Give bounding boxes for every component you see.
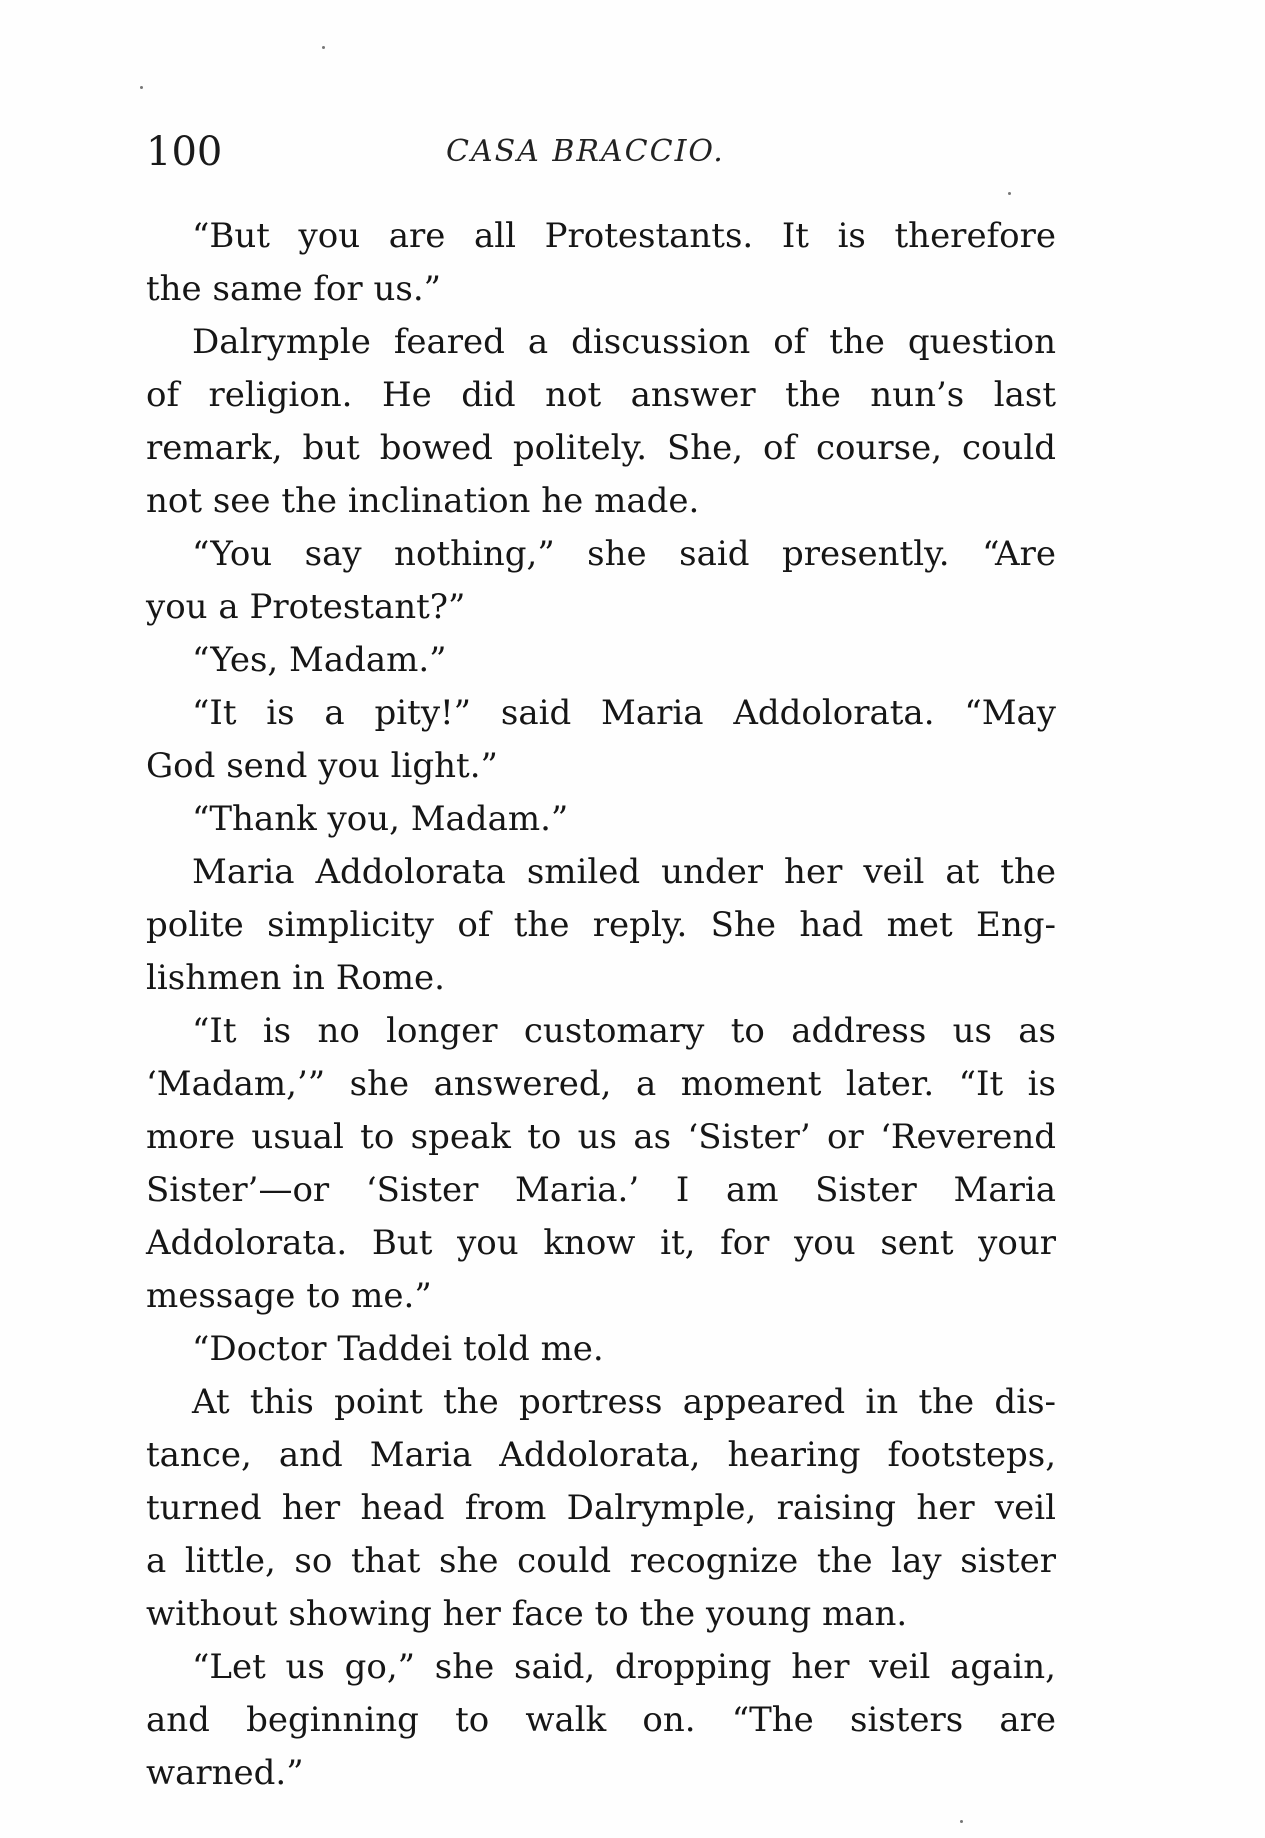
text-line: “It is no longer customary to address us as	[192, 1011, 1056, 1051]
text-line: without showing her face to the young man.	[146, 1594, 908, 1634]
print-speck	[140, 86, 143, 89]
text-line: Sister’—or ‘Sister Maria.’ I am Sister Maria	[146, 1170, 1056, 1210]
text-line: “You say nothing,” she said presently. “Are	[192, 534, 1056, 574]
text-line: “It is a pity!” said Maria Addolorata. “May	[192, 693, 1056, 733]
print-speck	[960, 1820, 963, 1823]
text-line: ‘Madam,’” she answered, a moment later. “It is	[146, 1064, 1056, 1104]
print-speck	[322, 46, 325, 49]
text-line: not see the inclination he made.	[146, 481, 700, 521]
text-line: “Thank you, Madam.”	[192, 799, 569, 839]
text-line: “Let us go,” she said, dropping her veil again,	[192, 1647, 1056, 1687]
text-line: turned her head from Dalrymple, raising her veil	[146, 1488, 1056, 1528]
text-line: message to me.”	[146, 1276, 432, 1316]
page-header	[146, 124, 1056, 180]
text-line: polite simplicity of the reply. She had met Eng-	[146, 905, 1056, 945]
text-line: and beginning to walk on. “The sisters are	[146, 1700, 1056, 1740]
text-line: you a Protestant?”	[146, 587, 466, 627]
text-line: At this point the portress appeared in the dis-	[192, 1382, 1056, 1422]
text-line: more usual to speak to us as ‘Sister’ or ‘Reverend	[146, 1117, 1056, 1157]
text-line: God send you light.”	[146, 746, 498, 786]
text-line: “But you are all Protestants. It is therefore	[192, 216, 1056, 256]
text-line: “Yes, Madam.”	[192, 640, 447, 680]
running-title: CASA BRACCIO.	[446, 134, 725, 169]
text-line: lishmen in Rome.	[146, 958, 445, 998]
text-line: remark, but bowed politely. She, of course, could	[146, 428, 1056, 468]
page-number: 100	[146, 129, 223, 175]
text-line: Addolorata. But you know it, for you sent your	[146, 1223, 1056, 1263]
text-line: of religion. He did not answer the nun’s last	[146, 375, 1056, 415]
text-line: “Doctor Taddei told me.	[192, 1329, 604, 1369]
print-speck	[1008, 192, 1011, 195]
text-line: a little, so that she could recognize the lay sister	[146, 1541, 1056, 1581]
text-line: warned.”	[146, 1753, 304, 1793]
text-line: tance, and Maria Addolorata, hearing footsteps,	[146, 1435, 1056, 1475]
text-line: Dalrymple feared a discussion of the question	[192, 322, 1056, 362]
body-text	[146, 210, 1056, 1800]
text-line: the same for us.”	[146, 269, 442, 309]
text-line: Maria Addolorata smiled under her veil at the	[192, 852, 1056, 892]
